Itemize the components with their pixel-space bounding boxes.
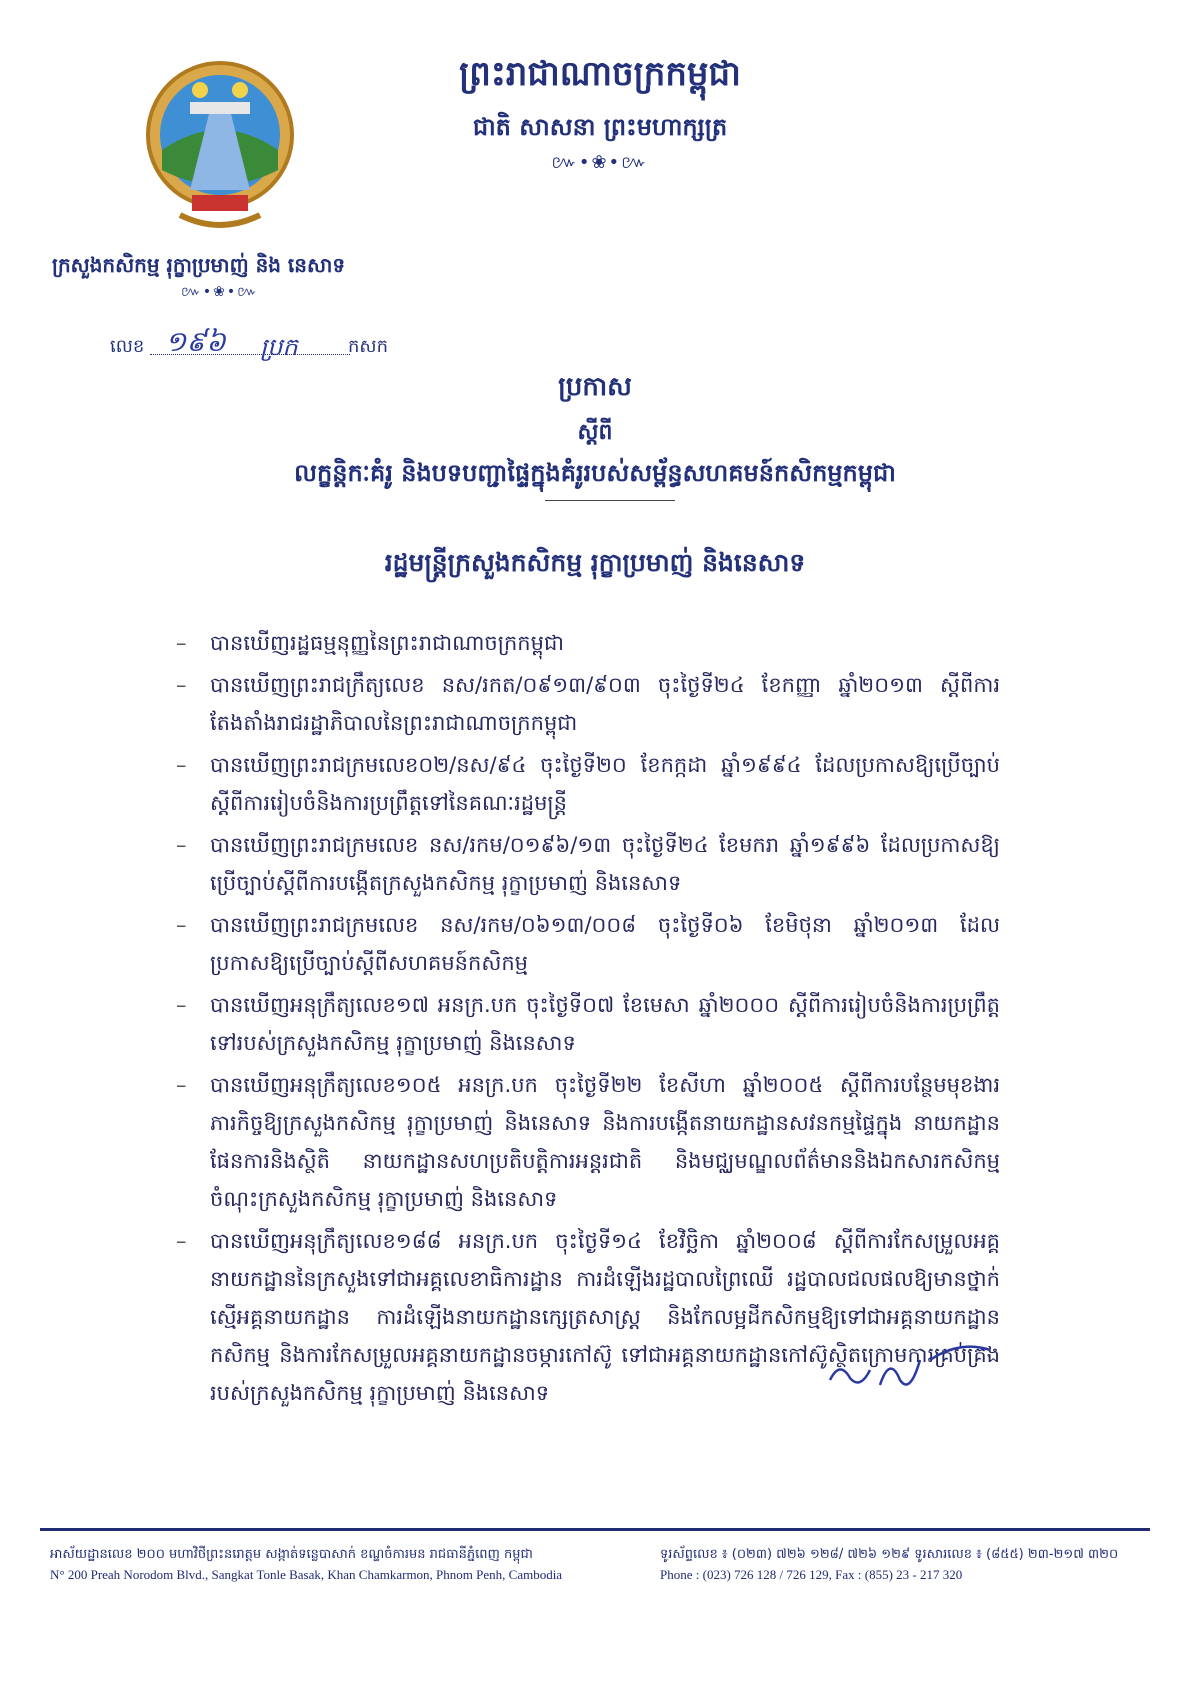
- ref-number: ១៩៦: [165, 325, 226, 358]
- dash-bullet: –: [176, 993, 187, 1017]
- list-item: – បានឃើញអនុក្រឹត្យលេខ១៨៨ អនក្រ.បក ចុះថ្ងៃទី១៤ ខែវិច្ឆិកា ឆ្នាំ២០០៨ ស្តីពីការកែសម្រួលអគ្គនាយកដ្ឋាននៃក្រសួងទៅជាអគ្គលេខាធិការដ្ឋាន ការដំឡើងរដ្ឋបាលព្រៃឈើ រដ្ឋបាលជលផលឱ្យមានថ្នាក់ស្មើអគ្គនាយកដ្ឋាន ការដំឡើងនាយកដ្ឋានក្សេត្រសាស្ត្រ និងកែលម្អដីកសិកម្មឱ្យទៅជាអគ្គនាយកដ្ឋានកសិកម្ម និងការកែសម្រួលអគ្គនាយកដ្ឋានចម្ការកៅស៊ូ ទៅជាអគ្គនាយកដ្ឋានកៅស៊ូស្ថិតក្រោមការគ្រប់គ្រងរបស់ក្រសួងកសិកម្ម រុក្ខាប្រមាញ់ និងនេសាទ: [210, 1222, 1000, 1412]
- dash-bullet: –: [176, 1073, 187, 1097]
- ref-suffix: កសក: [348, 336, 388, 357]
- reference-number-line: [110, 322, 430, 362]
- initial-signature-mark: [820, 1340, 1000, 1400]
- address-english: N° 200 Preah Norodom Blvd., Sangkat Tonle Basak, Khan Chamkarmon, Phnom Penh, Cambodia: [50, 1567, 563, 1582]
- dash-bullet: –: [176, 753, 187, 777]
- list-item: – បានឃើញអនុក្រឹត្យលេខ១០៥ អនក្រ.បក ចុះថ្ងៃទី២២ ខែសីហា ឆ្នាំ២០០៥ ស្តីពីការបន្ថែមមុខងារ ភារកិច្ចឱ្យក្រសួងកសិកម្ម រុក្ខាប្រមាញ់ និងនេសាទ និងការបង្កើតនាយកដ្ឋានសវនកម្មផ្ទៃក្នុង នាយកដ្ឋានផែនការនិងស្ថិតិ នាយកដ្ឋានសហប្រតិបត្តិការអន្តរជាតិ និងមជ្ឈមណ្ឌលព័ត៌មាននិងឯកសារកសិកម្ម ចំណុះក្រសួងកសិកម្ម រុក្ខាប្រមាញ់ និងនេសាទ: [210, 1066, 1000, 1218]
- list-item: – បានឃើញព្រះរាជក្រឹត្យលេខ នស/រកត/០៩១៣/៩០៣ ចុះថ្ងៃទី២៤ ខែកញ្ញា ឆ្នាំ២០១៣ ស្តីពីការតែងតាំងរាជរដ្ឋាភិបាលនៃព្រះរាជាណាចក្រកម្ពុជា: [210, 666, 1000, 742]
- list-item: – បានឃើញអនុក្រឹត្យលេខ១៧ អនក្រ.បក ចុះថ្ងៃទី០៧ ខែមេសា ឆ្នាំ២០០០ ស្តីពីការរៀបចំនិងការប្រព្រឹត្តទៅរបស់ក្រសួងកសិកម្ម រុក្ខាប្រមាញ់ និងនេសាទ: [210, 986, 1000, 1062]
- footer-address: [50, 1545, 610, 1585]
- issuer-title: រដ្ឋមន្ត្រីក្រសួងកសិកម្ម រុក្ខាប្រមាញ់ និងនេសាទ: [384, 548, 806, 577]
- header-ornament: ៚•❀•៚: [551, 152, 649, 173]
- subject-divider: [545, 500, 675, 501]
- list-item: – បានឃើញព្រះរាជក្រមលេខ នស/រកម/០១៩៦/១៣ ចុះថ្ងៃទី២៤ ខែមករា ឆ្នាំ១៩៩៦ ដែលប្រកាសឱ្យប្រើច្បាប់ស្តីពីការបង្កើតក្រសួងកសិកម្ម រុក្ខាប្រមាញ់ និងនេសាទ: [210, 826, 1000, 902]
- address-khmer: អាស័យដ្ឋានលេខ ២០០ មហាវិថីព្រះនរោត្តម សង្កាត់ទន្លេបាសាក់ ខណ្ឌចំការមន រាជធានីភ្នំពេញ កម្ពុជា: [50, 1547, 533, 1562]
- dash-bullet: –: [176, 631, 187, 655]
- legal-basis-list: [176, 624, 1000, 1416]
- about-label: ស្តីពី: [577, 420, 613, 445]
- ministry-emblem: [140, 50, 300, 240]
- list-item: – បានឃើញព្រះរាជក្រមលេខ០២/នស/៩៤ ចុះថ្ងៃទី២០ ខែកក្កដា ឆ្នាំ១៩៩៤ ដែលប្រកាសឱ្យប្រើច្បាប់ស្តីពីការរៀបចំនិងការប្រព្រឹត្តទៅនៃគណៈរដ្ឋមន្ត្រី: [210, 746, 1000, 822]
- kingdom-title: ព្រះរាជាណាចក្រកម្ពុជា: [459, 54, 741, 94]
- dash-bullet: –: [176, 913, 187, 937]
- list-item: – បានឃើញរដ្ឋធម្មនុញ្ញនៃព្រះរាជាណាចក្រកម្ពុជា: [210, 624, 1000, 662]
- document-type: ប្រកាស: [558, 372, 632, 402]
- national-motto: ជាតិ សាសនា ព្រះមហាក្សត្រ: [472, 113, 728, 141]
- ref-code: ប្រក: [260, 333, 298, 361]
- list-item: – បានឃើញព្រះរាជក្រមលេខ នស/រកម/០៦១៣/០០៨ ចុះថ្ងៃទី០៦ ខែមិថុនា ឆ្នាំ២០១៣ ដែលប្រកាសឱ្យប្រើច្បាប់ស្តីពីសហគមន៍កសិកម្ម: [210, 906, 1000, 982]
- footer-rule: [40, 1528, 1150, 1531]
- document-subject: លក្ខន្តិកៈគំរូ និងបទបញ្ជាផ្ទៃក្នុងគំរូរបស់សម្ព័ន្ធសហគមន៍កសិកម្មកម្ពុជា: [294, 459, 896, 487]
- phone-khmer: ទូរស័ព្ទលេខ ៖ (០២៣) ៧២៦ ១២៨/ ៧២៦ ១២៩ ទូរសារលេខ ៖ (៨៥៥) ២៣-២១៧ ៣២០: [660, 1547, 1119, 1562]
- dash-bullet: –: [176, 673, 187, 697]
- footer-contact: [660, 1545, 1140, 1585]
- ref-label: លេខ: [110, 336, 145, 357]
- dash-bullet: –: [176, 1229, 187, 1253]
- dash-bullet: –: [176, 833, 187, 857]
- ministry-name: ក្រសួងកសិកម្ម រុក្ខាប្រមាញ់ និង នេសាទ: [52, 253, 346, 277]
- ref-dotted-line: [150, 354, 350, 355]
- phone-english: Phone : (023) 726 128 / 726 129, Fax : (855) 23 - 217 320: [660, 1567, 963, 1582]
- ministry-ornament: ៚•❀•៚: [181, 284, 259, 300]
